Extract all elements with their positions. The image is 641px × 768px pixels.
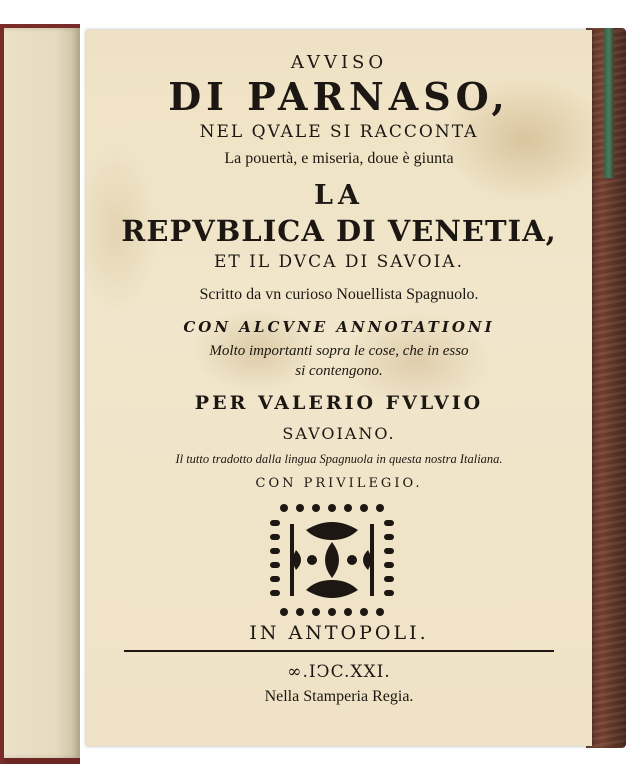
title-duca: ET IL DVCA DI SAVOIA. — [214, 252, 464, 272]
author-origin: SAVOIANO. — [282, 424, 396, 443]
title-main: DI PARNASO, — [168, 74, 510, 119]
title-page — [86, 30, 592, 746]
title-republica: REPVBLICA DI VENETIA, — [121, 214, 557, 248]
privilege-note: CON PRIVILEGIO. — [255, 476, 423, 491]
printers-ornament — [266, 500, 406, 620]
imprint-year: ∞.IϽC.XXI. — [287, 662, 391, 682]
translation-note: Il tutto tradotto dalla lingua Spagnuola in questa nostra Italiana. — [175, 452, 503, 466]
subtitle-nel-quale: NEL QVALE SI RACCONTA — [199, 122, 479, 142]
annotations-line2: si contengono. — [295, 363, 383, 379]
imprint-printer: Nella Stamperia Regia. — [264, 688, 414, 705]
subtitle-poverta: La pouertà, e miseria, doue è giunta — [224, 150, 454, 167]
annotations-heading: CON ALCVNE ANNOTATIONI — [183, 318, 495, 336]
title-la: LA — [314, 180, 364, 211]
title-word-avviso: AVVISO — [290, 52, 388, 73]
imprint-place: IN ANTOPOLI. — [249, 622, 429, 644]
left-binding-edge — [0, 24, 4, 764]
left-endpaper — [0, 24, 80, 764]
spine-ribbon — [604, 28, 614, 178]
annotations-line1: Molto importanti sopra le cose, che in esso — [209, 343, 469, 359]
imprint-rule — [124, 650, 554, 652]
author-name: PER VALERIO FVLVIO — [194, 392, 484, 414]
author-note: Scritto da vn curioso Nouellista Spagnuolo. — [199, 286, 479, 303]
